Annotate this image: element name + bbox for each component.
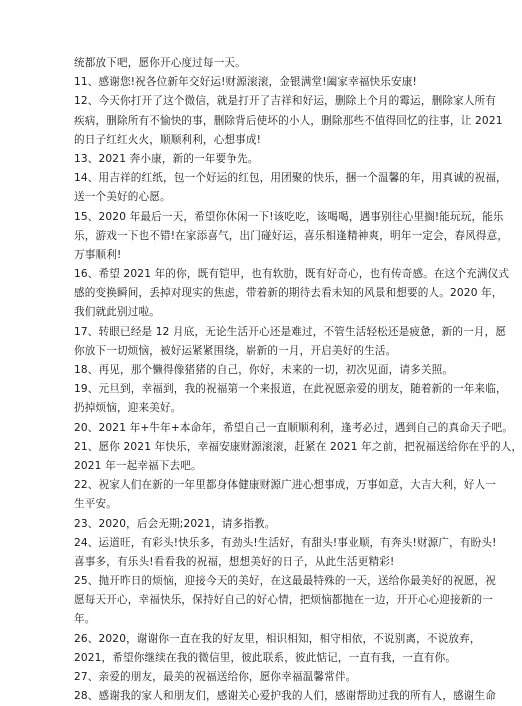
document-line: 17、转眼已经是 12 月底，无论生活开心还是难过，不管生活轻松还是疲惫，新的一月，愿 bbox=[74, 325, 507, 338]
document-line: 21、愿你 2021 年快乐，幸福安康财源滚滚，赶紧在 2021 年之前，把祝福送给你在乎的人， bbox=[74, 440, 522, 453]
document-line: 生平安。 bbox=[74, 498, 117, 511]
document-line: 13、2021 奔小康，新的一年要争先。 bbox=[74, 152, 259, 165]
document-line: 喜事多，有乐头!看看我的祝福，想想美好的日子，从此生活更精彩! bbox=[74, 555, 395, 568]
document-line: 27、亲爱的朋友，最美的祝福送给你，愿你幸福温馨常伴。 bbox=[74, 671, 357, 683]
document-line: 26、2020，谢谢你一直在我的好友里，相识相知，相守相依，不说别离，不说放弃， bbox=[74, 632, 481, 645]
document-line: 2021，希望你继续在我的微信里，彼此联系，彼此惦记，一直有我，一直有你。 bbox=[74, 651, 457, 664]
document-line: 25、抛开昨日的烦恼，迎接今天的美好，在这最最特殊的一天，送给你最美好的祝愿，祝 bbox=[74, 575, 497, 588]
document-line: 28、感谢我的家人和朋友们，感谢关心爱护我的人们，感谢帮助过我的所有人，感谢生命 bbox=[74, 690, 497, 703]
document-line: 统都放下吧，愿你开心度过每一天。 bbox=[74, 57, 246, 69]
document-line: 12、今天你打开了这个微信，就是打开了吉祥和好运，删除上个月的霉运，删除家人所有 bbox=[74, 95, 497, 108]
document-line: 万事顺利! bbox=[74, 248, 122, 261]
document-line: 20、2021 年+牛年+本命年，希望自己一直顺顺利利，逢考必过，遇到自己的真命天子吧。 bbox=[74, 421, 513, 434]
document-line: 2021 年一起幸福下去吧。 bbox=[74, 459, 202, 472]
document-line: 送一个美好的心愿。 bbox=[74, 191, 171, 204]
document-line: 我们就此别过啦。 bbox=[74, 306, 160, 319]
document-line: 扔掉烦恼，迎来美好。 bbox=[74, 402, 182, 415]
document-line: 年。 bbox=[74, 613, 96, 626]
document-line: 19、元旦到，幸福到，我的祝福第一个来报道，在此祝愿亲爱的朋友，随着新的一年来临， bbox=[74, 383, 507, 396]
document-line: 你放下一切烦恼，被好运紧紧围绕，崭新的一月，开启美好的生活。 bbox=[74, 344, 397, 357]
document-line: 愿每天开心，幸福快乐，保持好自己的好心情，把烦恼都抛在一边，开开心心迎接新的一 bbox=[74, 594, 494, 607]
document-line: 23、2020，后会无期;2021，请多指教。 bbox=[74, 517, 276, 530]
document-line: 14、用吉祥的红纸，包一个好运的红包，用团聚的快乐，捆一个温馨的年，用真诚的祝福， bbox=[74, 172, 507, 185]
document-line: 16、希望 2021 年的你，既有铠甲，也有软肋，既有好奇心，也有传奇感。在这个充满仪式 bbox=[74, 268, 510, 281]
document-line: 的日子红红火火，顺顺利利，心想事成! bbox=[74, 133, 262, 146]
document-line: 22、祝家人们在新的一年里都身体健康财源广进心想事成，万事如意，大吉大利，好人一 bbox=[74, 479, 497, 492]
document-line: 18、再见，那个懒得像猪猪的自己，你好，未来的一切，初次见面，请多关照。 bbox=[74, 364, 454, 376]
document-line: 24、运道旺，有彩头!快乐多，有劲头!生活好，有甜头!事业顺，有奔头!财源广，有盼头! bbox=[74, 536, 497, 549]
document-line: 乐，游戏一下也不错!在家添喜气，出门碰好运，喜乐相逢精神爽，明年一定会，春风得意， bbox=[74, 229, 509, 242]
document-line: 感的变换瞬间，丢掉对现实的焦虑，带着新的期待去看未知的风景和想要的人。2020 年， bbox=[74, 287, 503, 300]
document-line: 疾病，删除所有不愉快的事，删除背后使坏的小人，删除那些不值得回忆的往事，让 2021 bbox=[74, 114, 503, 127]
document-line: 15、2020 年最后一天，希望你休闲一下!该吃吃，该喝喝，遇事别往心里搁!能玩玩，能乐 bbox=[74, 210, 504, 223]
document-line: 11、感谢您!祝各位新年交好运!财源滚滚，金银满堂!阖家幸福快乐安康! bbox=[74, 76, 417, 89]
